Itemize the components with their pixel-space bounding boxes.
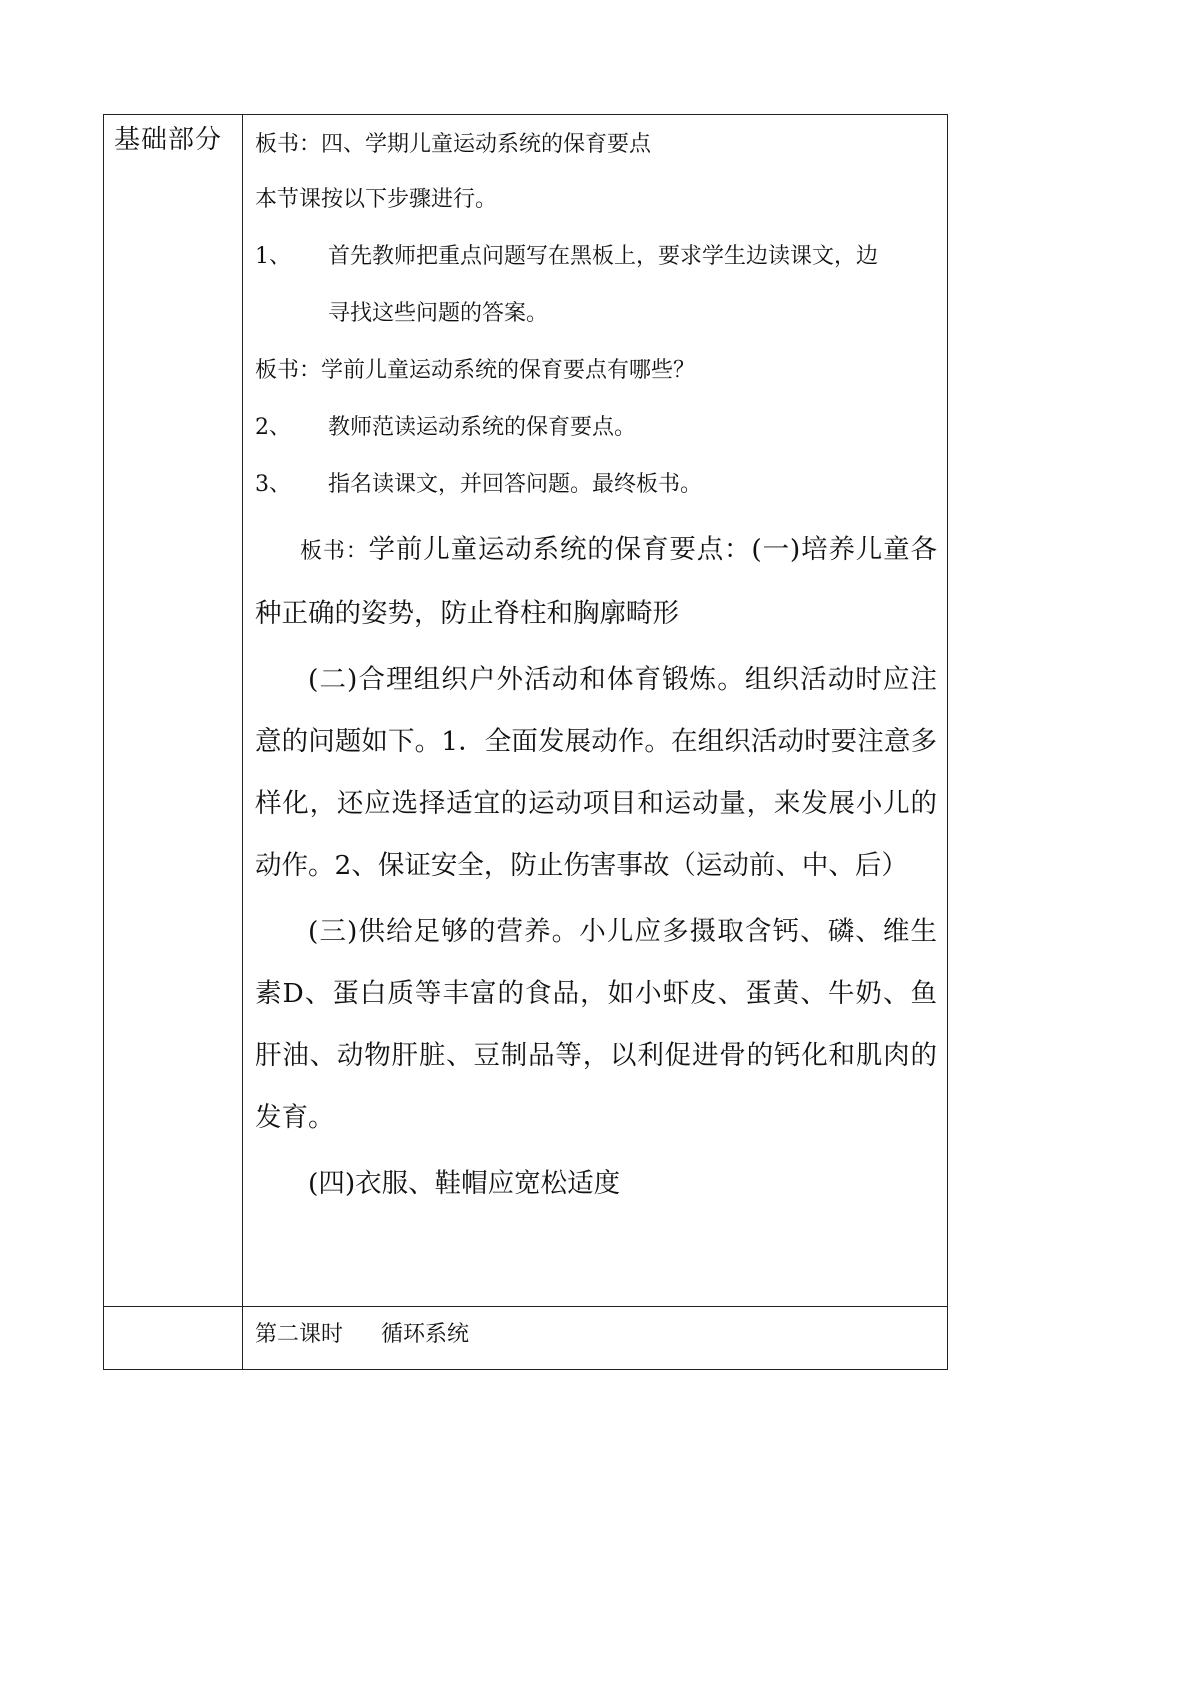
step-1-continuation: 寻找这些问题的答案。 — [328, 301, 549, 326]
step-3-text: 指名读课文，并回答问题。最终板书。 — [328, 472, 703, 497]
lesson-number: 第二课时 — [255, 1322, 344, 1347]
step-1 — [255, 228, 937, 285]
point-2-paragraph: (二)合理组织户外活动和体育锻炼。组织活动时应注意的问题如下。1．全面发展动作。在组织活动时要注意多样化，还应选择适宜的运动项目和运动量，来发展小儿的动作。2、保证安全，防止伤害事故（运动前、中、后） — [255, 664, 937, 881]
lesson-plan-table — [103, 114, 948, 1370]
table-row — [104, 115, 948, 1307]
step-2-text: 教师范读运动系统的保育要点。 — [328, 415, 637, 440]
final-board-text: 学前儿童运动系统的保育要点：(一)培养儿童各种正确的姿势，防止脊柱和胸廓畸形 — [255, 534, 937, 629]
section-content-cell — [243, 115, 948, 1307]
step-2 — [255, 399, 937, 456]
empty-label-cell — [104, 1307, 243, 1370]
lesson-topic: 循环系统 — [381, 1322, 470, 1347]
point-3-paragraph: (三)供给足够的营养。小儿应多摄取含钙、磷、维生素D、蛋白质等丰富的食品，如小虾皮、蛋黄、牛奶、鱼肝油、动物肝脏、豆制品等，以利促进骨的钙化和肌肉的发育。 — [255, 916, 937, 1133]
step-2-number: 2、 — [255, 415, 291, 440]
table-row — [104, 1307, 948, 1370]
step-3 — [255, 456, 937, 513]
point-4-paragraph: (四)衣服、鞋帽应宽松适度 — [308, 1168, 621, 1199]
board-heading: 板书：四、学期儿童运动系统的保育要点 — [255, 132, 652, 157]
section-label: 基础部分 — [114, 125, 223, 155]
second-lesson-cell — [243, 1307, 948, 1370]
step-1-text: 首先教师把重点问题写在黑板上，要求学生边读课文，边 — [328, 244, 879, 269]
final-board-paragraph — [255, 519, 937, 645]
step-3-number: 3、 — [255, 472, 291, 497]
second-lesson-heading — [243, 1307, 947, 1349]
final-board-prefix: 板书： — [300, 539, 369, 564]
section-content — [243, 115, 947, 1215]
step-1-number: 1、 — [255, 244, 291, 269]
section-label-cell — [104, 115, 243, 1307]
board-question: 板书：学前儿童运动系统的保育要点有哪些？ — [255, 358, 696, 383]
procedure-intro: 本节课按以下步骤进行。 — [255, 187, 498, 212]
